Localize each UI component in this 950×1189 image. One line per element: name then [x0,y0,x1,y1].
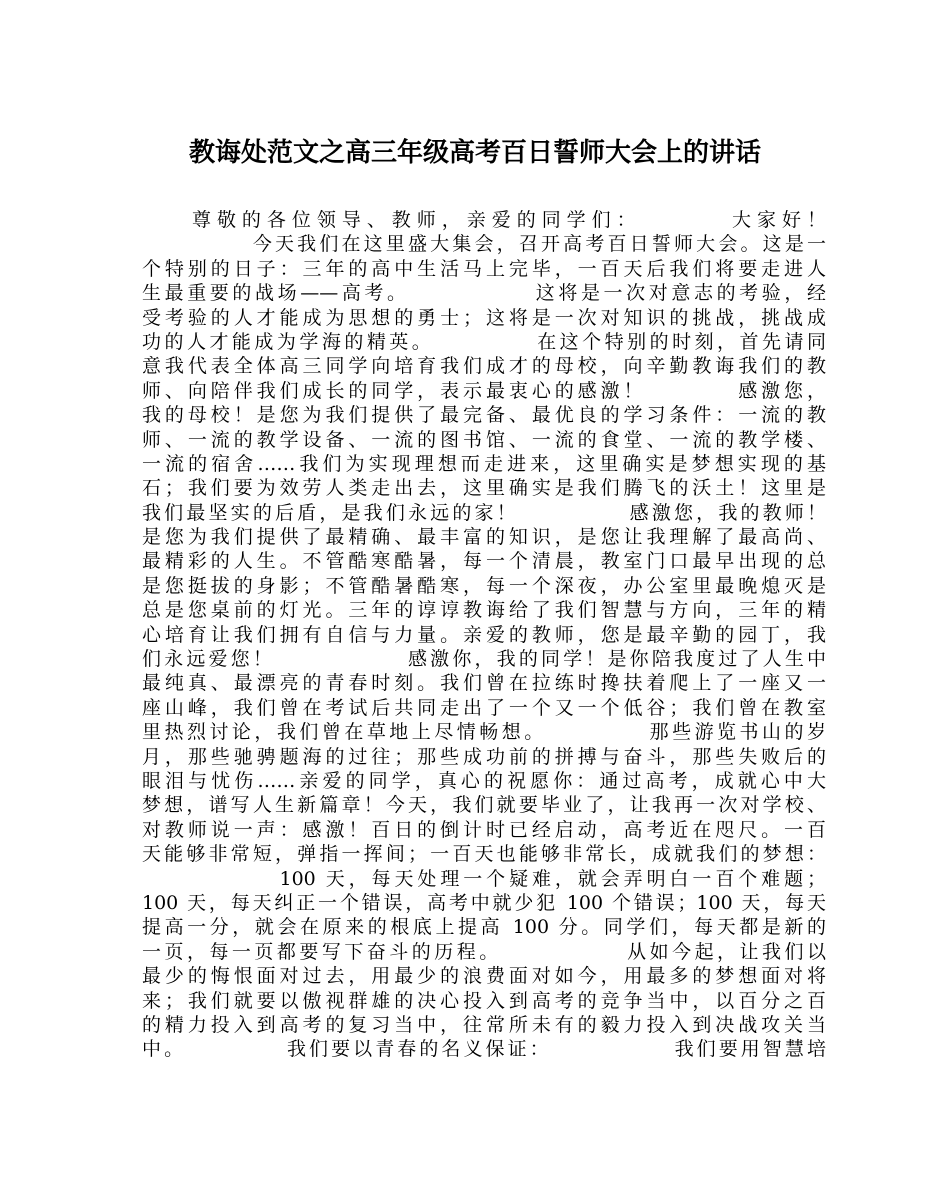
text-line: 最少的悔恨面对过去，用最少的浪费面对如今，用最多的梦想面对将 [142,965,826,988]
text-line: 提高一分，就会在原来的根底上提高 100 分。同学们，每天都是新的 [142,916,826,939]
text-line: 我们最坚实的后盾，是我们永远的家！ 感激您，我的教师！ [142,501,826,524]
text-line: 眼泪与忧伤……亲爱的同学，真心的祝愿你：通过高考，成就心中大 [142,769,826,792]
text-line: 总是您桌前的灯光。三年的谆谆教诲给了我们智慧与方向，三年的精 [142,599,826,622]
text-line: 心培育让我们拥有自信与力量。亲爱的教师，您是最辛勤的园丁，我 [142,623,826,646]
text-line: 月，那些驰骋题海的过往；那些成功前的拼搏与奋斗，那些失败后的 [142,745,826,768]
text-line: 里热烈讨论，我们曾在草地上尽情畅想。 那些游览书山的岁 [142,721,826,744]
text-line: 100 天，每天处理一个疑难，就会弄明白一百个难题； [142,867,826,890]
text-line: 天能够非常短，弹指一挥间；一百天也能够非常长，成就我们的梦想： [142,843,826,866]
text-line: 最纯真、最漂亮的青春时刻。我们曾在拉练时搀扶着爬上了一座又一 [142,672,826,695]
text-line: 是您挺拔的身影；不管酷暑酷寒，每一个深夜，办公室里最晚熄灭是 [142,574,826,597]
text-line: 梦想，谱写人生新篇章！今天，我们就要毕业了，让我再一次对学校、 [142,794,826,817]
text-line: 师、向陪伴我们成长的同学，表示最衷心的感激！ 感激您， [142,379,826,402]
text-line: 功的人才能成为学海的精英。 在这个特别的时刻，首先请同 [142,330,826,353]
text-line: 座山峰，我们曾在考试后共同走出了一个又一个低谷；我们曾在教室 [142,696,826,719]
text-line: 一流的宿舍……我们为实现理想而走进来，这里确实是梦想实现的基 [142,452,826,475]
text-line: 最精彩的人生。不管酷寒酷暑，每一个清晨，教室门口最早出现的总 [142,550,826,573]
text-line: 生最重要的战场——高考。 这将是一次对意志的考验，经 [142,282,826,305]
text-line: 一页，每一页都要写下奋斗的历程。 从如今起，让我们以 [142,940,826,963]
text-line: 中。 我们要以青春的名义保证： 我们要用智慧培 [142,1038,826,1061]
document-title: 教诲处范文之高三年级高考百日誓师大会上的讲话 [188,138,761,168]
document-body [142,208,826,1062]
text-line: 100 天，每天纠正一个错误，高考中就少犯 100 个错误；100 天，每天 [142,891,826,914]
text-line: 是您为我们提供了最精确、最丰富的知识，是您让我理解了最高尚、 [142,526,826,549]
text-line: 受考验的人才能成为思想的勇士；这将是一次对知识的挑战，挑战成 [142,306,826,329]
text-line: 石；我们要为效劳人类走出去，这里确实是我们腾飞的沃土！这里是 [142,477,826,500]
text-line: 对教师说一声：感激！百日的倒计时已经启动，高考近在咫尺。一百 [142,818,826,841]
text-line: 来；我们就要以傲视群雄的决心投入到高考的竞争当中，以百分之百 [142,989,826,1012]
text-line: 师、一流的教学设备、一流的图书馆、一流的食堂、一流的教学楼、 [142,428,826,451]
text-line: 我的母校！是您为我们提供了最完备、最优良的学习条件：一流的教 [142,404,826,427]
text-line: 尊敬的各位领导、教师，亲爱的同学们： 大家好！ [142,209,826,231]
text-line: 个特别的日子：三年的高中生活马上完毕，一百天后我们将要走进人 [142,257,826,280]
text-line: 今天我们在这里盛大集会，召开高考百日誓师大会。这是一 [142,233,826,256]
text-line: 的精力投入到高考的复习当中，往常所未有的毅力投入到决战攻关当 [142,1013,826,1036]
text-line: 意我代表全体高三同学向培育我们成才的母校，向辛勤教诲我们的教 [142,355,826,378]
text-line: 们永远爱您！ 感激你，我的同学！是你陪我度过了人生中 [142,648,826,671]
